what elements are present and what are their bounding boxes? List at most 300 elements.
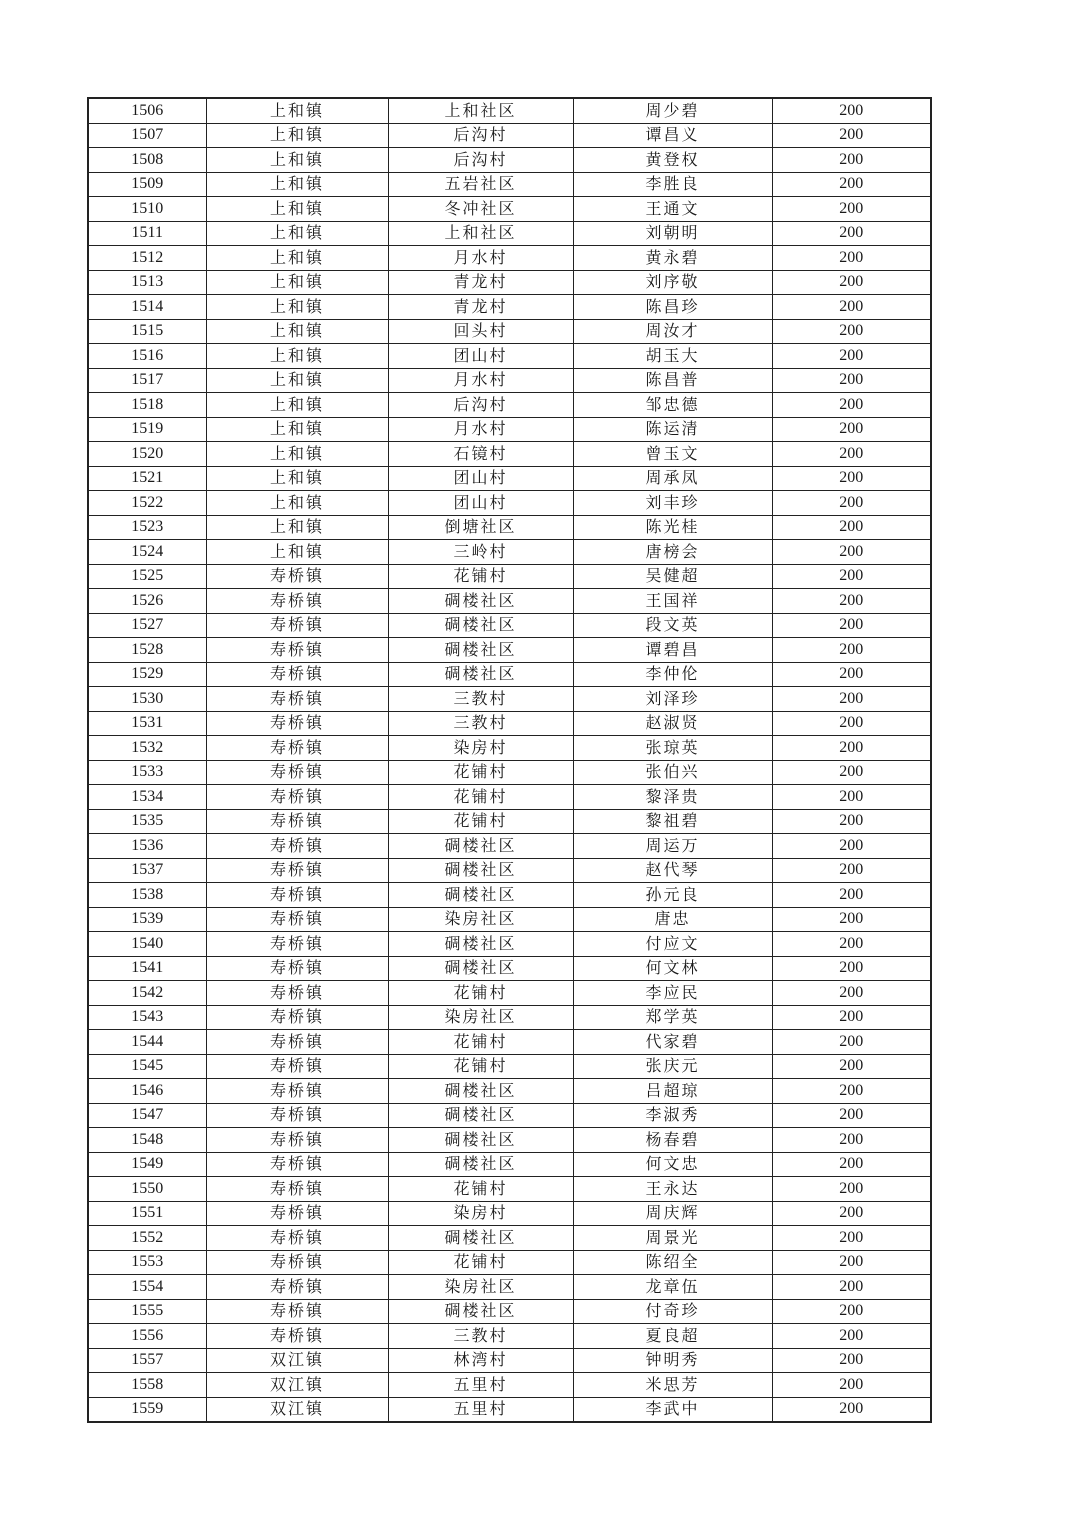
amount-cell: 200 (772, 295, 931, 320)
row-number-cell: 1537 (88, 858, 206, 883)
table-row (88, 1397, 931, 1422)
town-cell: 寿桥镇 (206, 883, 388, 908)
name-cell: 李武中 (573, 1397, 772, 1422)
table-row (88, 858, 931, 883)
town-cell: 寿桥镇 (206, 736, 388, 761)
name-cell: 刘序敬 (573, 270, 772, 295)
village-cell: 五岩社区 (388, 172, 573, 197)
amount-cell: 200 (772, 1226, 931, 1251)
amount-cell: 200 (772, 393, 931, 418)
row-number-cell: 1546 (88, 1079, 206, 1104)
amount-cell: 200 (772, 564, 931, 589)
name-cell: 付奇珍 (573, 1299, 772, 1324)
village-cell: 花铺村 (388, 1177, 573, 1202)
village-cell: 碉楼社区 (388, 638, 573, 663)
town-cell: 寿桥镇 (206, 1103, 388, 1128)
table-row (88, 270, 931, 295)
table-row (88, 981, 931, 1006)
village-cell: 林湾村 (388, 1348, 573, 1373)
town-cell: 寿桥镇 (206, 638, 388, 663)
name-cell: 刘丰珍 (573, 491, 772, 516)
amount-cell: 200 (772, 981, 931, 1006)
amount-cell: 200 (772, 1128, 931, 1153)
row-number-cell: 1508 (88, 148, 206, 173)
town-cell: 上和镇 (206, 221, 388, 246)
town-cell: 上和镇 (206, 466, 388, 491)
table-row (88, 883, 931, 908)
village-cell: 碉楼社区 (388, 1299, 573, 1324)
town-cell: 寿桥镇 (206, 809, 388, 834)
town-cell: 双江镇 (206, 1373, 388, 1398)
table-row (88, 1005, 931, 1030)
name-cell: 陈绍全 (573, 1250, 772, 1275)
row-number-cell: 1533 (88, 760, 206, 785)
table-row (88, 907, 931, 932)
village-cell: 碉楼社区 (388, 956, 573, 981)
town-cell: 上和镇 (206, 172, 388, 197)
amount-cell: 200 (772, 736, 931, 761)
village-cell: 石镜村 (388, 442, 573, 467)
table-row (88, 148, 931, 173)
amount-cell: 200 (772, 1397, 931, 1422)
row-number-cell: 1527 (88, 613, 206, 638)
row-number-cell: 1529 (88, 662, 206, 687)
name-cell: 赵淑贤 (573, 711, 772, 736)
village-cell: 花铺村 (388, 809, 573, 834)
amount-cell: 200 (772, 148, 931, 173)
table-row (88, 540, 931, 565)
name-cell: 周运万 (573, 834, 772, 859)
amount-cell: 200 (772, 319, 931, 344)
town-cell: 寿桥镇 (206, 1030, 388, 1055)
name-cell: 周庆辉 (573, 1201, 772, 1226)
table-row (88, 932, 931, 957)
row-number-cell: 1506 (88, 98, 206, 123)
row-number-cell: 1525 (88, 564, 206, 589)
amount-cell: 200 (772, 1103, 931, 1128)
town-cell: 上和镇 (206, 246, 388, 271)
village-cell: 染房村 (388, 1201, 573, 1226)
name-cell: 陈昌普 (573, 368, 772, 393)
amount-cell: 200 (772, 638, 931, 663)
name-cell: 黄永碧 (573, 246, 772, 271)
row-number-cell: 1547 (88, 1103, 206, 1128)
amount-cell: 200 (772, 687, 931, 712)
village-cell: 后沟村 (388, 148, 573, 173)
row-number-cell: 1512 (88, 246, 206, 271)
table-row (88, 319, 931, 344)
amount-cell: 200 (772, 589, 931, 614)
name-cell: 龙章伍 (573, 1275, 772, 1300)
village-cell: 三教村 (388, 687, 573, 712)
town-cell: 寿桥镇 (206, 858, 388, 883)
town-cell: 寿桥镇 (206, 1201, 388, 1226)
table-row (88, 1103, 931, 1128)
amount-cell: 200 (772, 907, 931, 932)
table-row (88, 736, 931, 761)
table-row (88, 1299, 931, 1324)
village-cell: 碉楼社区 (388, 589, 573, 614)
table-row (88, 1128, 931, 1153)
amount-cell: 200 (772, 491, 931, 516)
table-row (88, 809, 931, 834)
name-cell: 周汝才 (573, 319, 772, 344)
village-cell: 团山村 (388, 466, 573, 491)
name-cell: 段文英 (573, 613, 772, 638)
row-number-cell: 1510 (88, 197, 206, 222)
table-row (88, 1275, 931, 1300)
village-cell: 团山村 (388, 344, 573, 369)
amount-cell: 200 (772, 515, 931, 540)
village-cell: 倒塘社区 (388, 515, 573, 540)
row-number-cell: 1534 (88, 785, 206, 810)
village-cell: 碉楼社区 (388, 858, 573, 883)
village-cell: 碉楼社区 (388, 1128, 573, 1153)
name-cell: 黎祖碧 (573, 809, 772, 834)
amount-cell: 200 (772, 785, 931, 810)
row-number-cell: 1555 (88, 1299, 206, 1324)
amount-cell: 200 (772, 1177, 931, 1202)
name-cell: 周景光 (573, 1226, 772, 1251)
row-number-cell: 1556 (88, 1324, 206, 1349)
village-cell: 冬冲社区 (388, 197, 573, 222)
amount-cell: 200 (772, 197, 931, 222)
name-cell: 刘泽珍 (573, 687, 772, 712)
amount-cell: 200 (772, 613, 931, 638)
village-cell: 团山村 (388, 491, 573, 516)
table-row (88, 662, 931, 687)
table-row (88, 687, 931, 712)
row-number-cell: 1524 (88, 540, 206, 565)
village-cell: 染房村 (388, 736, 573, 761)
village-cell: 碉楼社区 (388, 1226, 573, 1251)
amount-cell: 200 (772, 883, 931, 908)
row-number-cell: 1539 (88, 907, 206, 932)
table-row (88, 368, 931, 393)
name-cell: 代家碧 (573, 1030, 772, 1055)
name-cell: 夏良超 (573, 1324, 772, 1349)
table-row (88, 589, 931, 614)
table-row (88, 344, 931, 369)
name-cell: 陈昌珍 (573, 295, 772, 320)
row-number-cell: 1509 (88, 172, 206, 197)
town-cell: 上和镇 (206, 491, 388, 516)
name-cell: 王通文 (573, 197, 772, 222)
table-row (88, 466, 931, 491)
town-cell: 寿桥镇 (206, 662, 388, 687)
town-cell: 寿桥镇 (206, 760, 388, 785)
amount-cell: 200 (772, 123, 931, 148)
amount-cell: 200 (772, 760, 931, 785)
table-row (88, 760, 931, 785)
village-cell: 花铺村 (388, 1250, 573, 1275)
amount-cell: 200 (772, 1152, 931, 1177)
amount-cell: 200 (772, 1079, 931, 1104)
row-number-cell: 1543 (88, 1005, 206, 1030)
table-row (88, 1250, 931, 1275)
row-number-cell: 1557 (88, 1348, 206, 1373)
name-cell: 李胜良 (573, 172, 772, 197)
table-row (88, 1054, 931, 1079)
table-row (88, 711, 931, 736)
town-cell: 寿桥镇 (206, 1005, 388, 1030)
name-cell: 孙元良 (573, 883, 772, 908)
amount-cell: 200 (772, 932, 931, 957)
row-number-cell: 1519 (88, 417, 206, 442)
row-number-cell: 1523 (88, 515, 206, 540)
town-cell: 上和镇 (206, 417, 388, 442)
town-cell: 寿桥镇 (206, 981, 388, 1006)
table-row (88, 246, 931, 271)
table-body (88, 98, 931, 1422)
village-cell: 碉楼社区 (388, 1152, 573, 1177)
village-cell: 青龙村 (388, 295, 573, 320)
name-cell: 张伯兴 (573, 760, 772, 785)
town-cell: 寿桥镇 (206, 564, 388, 589)
name-cell: 陈运清 (573, 417, 772, 442)
name-cell: 吕超琼 (573, 1079, 772, 1104)
town-cell: 上和镇 (206, 270, 388, 295)
town-cell: 寿桥镇 (206, 1299, 388, 1324)
table-row (88, 564, 931, 589)
village-cell: 花铺村 (388, 785, 573, 810)
town-cell: 上和镇 (206, 123, 388, 148)
name-cell: 李应民 (573, 981, 772, 1006)
village-cell: 后沟村 (388, 393, 573, 418)
row-number-cell: 1520 (88, 442, 206, 467)
table-row (88, 123, 931, 148)
row-number-cell: 1544 (88, 1030, 206, 1055)
table-row (88, 491, 931, 516)
row-number-cell: 1522 (88, 491, 206, 516)
town-cell: 寿桥镇 (206, 1226, 388, 1251)
village-cell: 染房社区 (388, 1005, 573, 1030)
town-cell: 寿桥镇 (206, 907, 388, 932)
town-cell: 上和镇 (206, 515, 388, 540)
village-cell: 青龙村 (388, 270, 573, 295)
table-row (88, 417, 931, 442)
village-cell: 花铺村 (388, 564, 573, 589)
row-number-cell: 1518 (88, 393, 206, 418)
amount-cell: 200 (772, 417, 931, 442)
town-cell: 寿桥镇 (206, 1152, 388, 1177)
amount-cell: 200 (772, 1030, 931, 1055)
town-cell: 上和镇 (206, 442, 388, 467)
row-number-cell: 1514 (88, 295, 206, 320)
table-row (88, 295, 931, 320)
table-row (88, 1348, 931, 1373)
table-row (88, 442, 931, 467)
town-cell: 寿桥镇 (206, 785, 388, 810)
amount-cell: 200 (772, 809, 931, 834)
table-row (88, 1079, 931, 1104)
amount-cell: 200 (772, 246, 931, 271)
amount-cell: 200 (772, 1373, 931, 1398)
town-cell: 上和镇 (206, 540, 388, 565)
village-cell: 碉楼社区 (388, 883, 573, 908)
table-row (88, 1373, 931, 1398)
row-number-cell: 1515 (88, 319, 206, 344)
village-cell: 花铺村 (388, 1054, 573, 1079)
table-row (88, 515, 931, 540)
name-cell: 谭碧昌 (573, 638, 772, 663)
row-number-cell: 1513 (88, 270, 206, 295)
table-row (88, 221, 931, 246)
row-number-cell: 1558 (88, 1373, 206, 1398)
row-number-cell: 1545 (88, 1054, 206, 1079)
village-cell: 月水村 (388, 368, 573, 393)
amount-cell: 200 (772, 858, 931, 883)
name-cell: 刘朝明 (573, 221, 772, 246)
table-row (88, 1030, 931, 1055)
amount-cell: 200 (772, 1348, 931, 1373)
row-number-cell: 1548 (88, 1128, 206, 1153)
row-number-cell: 1531 (88, 711, 206, 736)
town-cell: 上和镇 (206, 295, 388, 320)
town-cell: 上和镇 (206, 98, 388, 123)
amount-cell: 200 (772, 1275, 931, 1300)
village-cell: 花铺村 (388, 981, 573, 1006)
town-cell: 寿桥镇 (206, 834, 388, 859)
amount-cell: 200 (772, 172, 931, 197)
amount-cell: 200 (772, 1054, 931, 1079)
amount-cell: 200 (772, 221, 931, 246)
village-cell: 五里村 (388, 1373, 573, 1398)
amount-cell: 200 (772, 442, 931, 467)
village-cell: 碉楼社区 (388, 1103, 573, 1128)
town-cell: 寿桥镇 (206, 1079, 388, 1104)
town-cell: 寿桥镇 (206, 1324, 388, 1349)
row-number-cell: 1549 (88, 1152, 206, 1177)
table-row (88, 1324, 931, 1349)
amount-cell: 200 (772, 344, 931, 369)
row-number-cell: 1521 (88, 466, 206, 491)
town-cell: 上和镇 (206, 368, 388, 393)
town-cell: 寿桥镇 (206, 1128, 388, 1153)
amount-cell: 200 (772, 98, 931, 123)
town-cell: 上和镇 (206, 393, 388, 418)
village-cell: 三岭村 (388, 540, 573, 565)
name-cell: 曾玉文 (573, 442, 772, 467)
village-cell: 碉楼社区 (388, 1079, 573, 1104)
name-cell: 李仲伦 (573, 662, 772, 687)
row-number-cell: 1554 (88, 1275, 206, 1300)
row-number-cell: 1516 (88, 344, 206, 369)
village-cell: 碉楼社区 (388, 613, 573, 638)
town-cell: 寿桥镇 (206, 956, 388, 981)
table-row (88, 638, 931, 663)
name-cell: 周承凤 (573, 466, 772, 491)
amount-cell: 200 (772, 662, 931, 687)
amount-cell: 200 (772, 1005, 931, 1030)
name-cell: 赵代琴 (573, 858, 772, 883)
table-row (88, 1152, 931, 1177)
row-number-cell: 1538 (88, 883, 206, 908)
village-cell: 上和社区 (388, 98, 573, 123)
town-cell: 寿桥镇 (206, 1250, 388, 1275)
village-cell: 回头村 (388, 319, 573, 344)
village-cell: 三教村 (388, 1324, 573, 1349)
row-number-cell: 1536 (88, 834, 206, 859)
name-cell: 吴健超 (573, 564, 772, 589)
village-cell: 碉楼社区 (388, 932, 573, 957)
amount-cell: 200 (772, 1201, 931, 1226)
town-cell: 寿桥镇 (206, 711, 388, 736)
row-number-cell: 1551 (88, 1201, 206, 1226)
table-row (88, 613, 931, 638)
table-row (88, 1201, 931, 1226)
table-row (88, 956, 931, 981)
table-row (88, 1226, 931, 1251)
amount-cell: 200 (772, 540, 931, 565)
row-number-cell: 1507 (88, 123, 206, 148)
row-number-cell: 1541 (88, 956, 206, 981)
amount-cell: 200 (772, 368, 931, 393)
name-cell: 黎泽贵 (573, 785, 772, 810)
village-cell: 后沟村 (388, 123, 573, 148)
amount-cell: 200 (772, 1299, 931, 1324)
town-cell: 寿桥镇 (206, 1177, 388, 1202)
name-cell: 杨春碧 (573, 1128, 772, 1153)
village-cell: 染房社区 (388, 907, 573, 932)
town-cell: 寿桥镇 (206, 932, 388, 957)
name-cell: 唐榜会 (573, 540, 772, 565)
row-number-cell: 1540 (88, 932, 206, 957)
name-cell: 邹忠德 (573, 393, 772, 418)
row-number-cell: 1542 (88, 981, 206, 1006)
row-number-cell: 1559 (88, 1397, 206, 1422)
name-cell: 王永达 (573, 1177, 772, 1202)
name-cell: 何文忠 (573, 1152, 772, 1177)
town-cell: 上和镇 (206, 319, 388, 344)
row-number-cell: 1532 (88, 736, 206, 761)
name-cell: 陈光桂 (573, 515, 772, 540)
row-number-cell: 1552 (88, 1226, 206, 1251)
amount-cell: 200 (772, 956, 931, 981)
town-cell: 上和镇 (206, 344, 388, 369)
town-cell: 寿桥镇 (206, 687, 388, 712)
amount-cell: 200 (772, 1324, 931, 1349)
name-cell: 谭昌义 (573, 123, 772, 148)
name-cell: 郑学英 (573, 1005, 772, 1030)
town-cell: 寿桥镇 (206, 1275, 388, 1300)
village-cell: 三教村 (388, 711, 573, 736)
town-cell: 上和镇 (206, 148, 388, 173)
amount-cell: 200 (772, 834, 931, 859)
name-cell: 张琼英 (573, 736, 772, 761)
row-number-cell: 1517 (88, 368, 206, 393)
name-cell: 周少碧 (573, 98, 772, 123)
table-row (88, 834, 931, 859)
table-row (88, 197, 931, 222)
name-cell: 黄登权 (573, 148, 772, 173)
row-number-cell: 1535 (88, 809, 206, 834)
village-cell: 染房社区 (388, 1275, 573, 1300)
village-cell: 花铺村 (388, 760, 573, 785)
town-cell: 双江镇 (206, 1397, 388, 1422)
town-cell: 上和镇 (206, 197, 388, 222)
row-number-cell: 1530 (88, 687, 206, 712)
name-cell: 付应文 (573, 932, 772, 957)
name-cell: 李淑秀 (573, 1103, 772, 1128)
row-number-cell: 1511 (88, 221, 206, 246)
name-cell: 何文林 (573, 956, 772, 981)
village-cell: 月水村 (388, 246, 573, 271)
amount-cell: 200 (772, 270, 931, 295)
village-cell: 五里村 (388, 1397, 573, 1422)
name-cell: 钟明秀 (573, 1348, 772, 1373)
village-cell: 月水村 (388, 417, 573, 442)
